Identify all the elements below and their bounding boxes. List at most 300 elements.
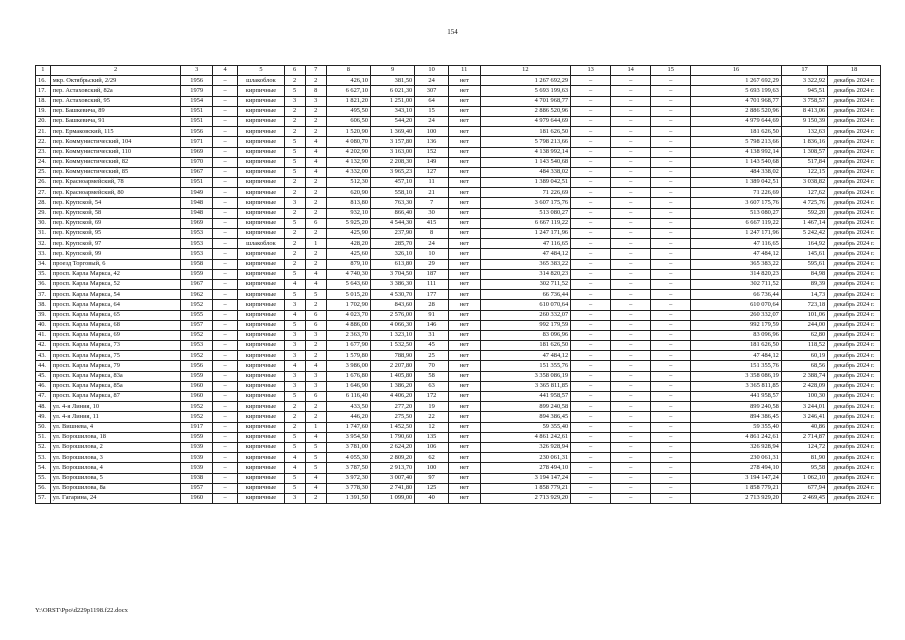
deadline-cell: декабрь 2024 г.: [828, 147, 881, 157]
cost-owners-cell: –: [651, 259, 691, 269]
cost-budget-cell: –: [611, 106, 651, 116]
table-row: [36, 351, 881, 361]
wall-material-cell: кирпичные: [238, 412, 284, 422]
cost-per-sqm-cell: 60,19: [781, 351, 827, 361]
total-cost-cell: 4 701 968,77: [480, 96, 571, 106]
cost-fund-cell: –: [571, 86, 611, 96]
row-number-cell: 52.: [36, 442, 51, 452]
entrances-cell: 6: [305, 320, 326, 330]
year-renovated-cell: –: [212, 259, 237, 269]
total-cost-cell: 181 626,50: [480, 341, 571, 351]
floors-cell: 2: [284, 178, 305, 188]
living-area-cell: 2 576,00: [370, 310, 414, 320]
row-number-cell: 21.: [36, 127, 51, 137]
cost-owners-cell: –: [651, 381, 691, 391]
year-built-cell: 1956: [181, 76, 213, 86]
address-cell: пер. Крупской, 69: [50, 218, 181, 228]
address-cell: ул. Ворошилова, 5: [50, 473, 181, 483]
floors-cell: 5: [284, 432, 305, 442]
year-renovated-cell: –: [212, 249, 237, 259]
floors-cell: 2: [284, 106, 305, 116]
cost-budget-cell: –: [611, 279, 651, 289]
total-area-cell: 879,10: [326, 259, 370, 269]
wall-material-cell: кирпичные: [238, 137, 284, 147]
table-row: [36, 157, 881, 167]
floors-cell: 2: [284, 188, 305, 198]
cost-fund-cell: –: [571, 259, 611, 269]
row-number-cell: 16.: [36, 76, 51, 86]
address-cell: ул. Ворошилова, 18: [50, 432, 181, 442]
year-renovated-cell: –: [212, 76, 237, 86]
cost-fund-total-cell: 181 626,50: [691, 341, 782, 351]
entrances-cell: 5: [305, 290, 326, 300]
total-area-cell: 426,10: [326, 76, 370, 86]
cost-owners-cell: –: [651, 453, 691, 463]
row-number-cell: 43.: [36, 351, 51, 361]
row-number-cell: 24.: [36, 157, 51, 167]
entrances-cell: 5: [305, 442, 326, 452]
column-number-cell: 16: [691, 66, 782, 76]
living-area-cell: 2 741,80: [370, 483, 414, 493]
cost-budget-cell: –: [611, 402, 651, 412]
residents-cell: 45: [415, 341, 449, 351]
wall-material-cell: кирпичные: [238, 341, 284, 351]
year-renovated-cell: –: [212, 473, 237, 483]
address-cell: мкр. Октябрьский, 2/29: [50, 76, 181, 86]
row-number-cell: 35.: [36, 269, 51, 279]
total-area-cell: 3 787,50: [326, 463, 370, 473]
living-area-cell: 4 530,70: [370, 290, 414, 300]
living-area-cell: 1 405,80: [370, 371, 414, 381]
year-built-cell: 1971: [181, 137, 213, 147]
cost-budget-cell: –: [611, 127, 651, 137]
total-cost-cell: 302 711,52: [480, 279, 571, 289]
table-row: [36, 483, 881, 493]
total-area-cell: 425,60: [326, 249, 370, 259]
year-built-cell: 1917: [181, 422, 213, 432]
year-built-cell: 1949: [181, 188, 213, 198]
entrances-cell: 2: [305, 300, 326, 310]
floors-cell: 4: [284, 279, 305, 289]
cost-fund-total-cell: 2 713 929,20: [691, 493, 782, 503]
residents-cell: 22: [415, 412, 449, 422]
floors-cell: 5: [284, 483, 305, 493]
column-number-cell: 5: [238, 66, 284, 76]
year-renovated-cell: –: [212, 361, 237, 371]
cost-per-sqm-cell: 517,84: [781, 157, 827, 167]
deadline-cell: декабрь 2024 г.: [828, 208, 881, 218]
year-built-cell: 1959: [181, 269, 213, 279]
living-area-cell: 3 386,30: [370, 279, 414, 289]
table-row: [36, 463, 881, 473]
deadline-cell: декабрь 2024 г.: [828, 412, 881, 422]
living-area-cell: 1 369,40: [370, 127, 414, 137]
year-renovated-cell: –: [212, 412, 237, 422]
total-area-cell: 1 520,90: [326, 127, 370, 137]
year-renovated-cell: –: [212, 422, 237, 432]
total-cost-cell: 3 194 147,24: [480, 473, 571, 483]
cost-fund-total-cell: 5 798 213,66: [691, 137, 782, 147]
entrances-cell: 2: [305, 412, 326, 422]
cost-fund-total-cell: 3 607 175,76: [691, 198, 782, 208]
year-renovated-cell: –: [212, 239, 237, 249]
table-row: [36, 249, 881, 259]
entrances-cell: 8: [305, 86, 326, 96]
entrances-cell: 2: [305, 493, 326, 503]
living-area-cell: 2 809,20: [370, 453, 414, 463]
total-area-cell: 1 821,20: [326, 96, 370, 106]
emergency-status-cell: нет: [448, 330, 480, 340]
cost-budget-cell: –: [611, 392, 651, 402]
cost-per-sqm-cell: 3 244,01: [781, 402, 827, 412]
row-number-cell: 46.: [36, 381, 51, 391]
address-cell: просп. Карла Маркса, 42: [50, 269, 181, 279]
address-cell: пер. Коммунистический, 110: [50, 147, 181, 157]
table-row: [36, 361, 881, 371]
cost-fund-total-cell: 513 080,27: [691, 208, 782, 218]
cost-fund-total-cell: 151 355,76: [691, 361, 782, 371]
page-number: 154: [447, 28, 458, 36]
table-row: [36, 127, 881, 137]
year-renovated-cell: –: [212, 381, 237, 391]
entrances-cell: 2: [305, 402, 326, 412]
cost-owners-cell: –: [651, 269, 691, 279]
cost-fund-cell: –: [571, 218, 611, 228]
total-cost-cell: 3 365 811,85: [480, 381, 571, 391]
total-cost-cell: 47 484,12: [480, 249, 571, 259]
cost-owners-cell: –: [651, 330, 691, 340]
floors-cell: 5: [284, 147, 305, 157]
floors-cell: 4: [284, 361, 305, 371]
year-renovated-cell: –: [212, 453, 237, 463]
emergency-status-cell: нет: [448, 157, 480, 167]
cost-owners-cell: –: [651, 137, 691, 147]
year-renovated-cell: –: [212, 86, 237, 96]
total-cost-cell: 59 355,40: [480, 422, 571, 432]
year-built-cell: 1969: [181, 147, 213, 157]
cost-budget-cell: –: [611, 320, 651, 330]
living-area-cell: 6 021,30: [370, 86, 414, 96]
cost-fund-total-cell: 59 355,40: [691, 422, 782, 432]
cost-budget-cell: –: [611, 188, 651, 198]
total-cost-cell: 1 389 042,51: [480, 178, 571, 188]
year-built-cell: 1956: [181, 127, 213, 137]
total-cost-cell: 278 494,10: [480, 463, 571, 473]
cost-budget-cell: –: [611, 473, 651, 483]
cost-fund-cell: –: [571, 239, 611, 249]
row-number-cell: 22.: [36, 137, 51, 147]
deadline-cell: декабрь 2024 г.: [828, 86, 881, 96]
row-number-cell: 32.: [36, 239, 51, 249]
total-cost-cell: 4 138 992,14: [480, 147, 571, 157]
total-area-cell: 428,20: [326, 239, 370, 249]
year-renovated-cell: –: [212, 483, 237, 493]
emergency-status-cell: нет: [448, 422, 480, 432]
year-built-cell: 1967: [181, 279, 213, 289]
cost-owners-cell: –: [651, 106, 691, 116]
cost-per-sqm-cell: 244,00: [781, 320, 827, 330]
cost-fund-cell: –: [571, 422, 611, 432]
emergency-status-cell: нет: [448, 473, 480, 483]
cost-budget-cell: –: [611, 381, 651, 391]
cost-per-sqm-cell: 132,63: [781, 127, 827, 137]
cost-fund-total-cell: 6 667 119,22: [691, 218, 782, 228]
cost-fund-cell: –: [571, 412, 611, 422]
cost-fund-total-cell: 4 701 968,77: [691, 96, 782, 106]
cost-fund-total-cell: 484 338,02: [691, 167, 782, 177]
cost-per-sqm-cell: 592,20: [781, 208, 827, 218]
cost-owners-cell: –: [651, 249, 691, 259]
cost-fund-cell: –: [571, 361, 611, 371]
deadline-cell: декабрь 2024 г.: [828, 239, 881, 249]
year-renovated-cell: –: [212, 116, 237, 126]
cost-fund-total-cell: 1 267 692,29: [691, 76, 782, 86]
total-area-cell: 3 986,00: [326, 361, 370, 371]
address-cell: пер. Крупской, 99: [50, 249, 181, 259]
residents-cell: 10: [415, 249, 449, 259]
file-path-footer: Y:\ORST\Ppo\d229p1198.f22.docx: [35, 607, 128, 614]
table-row: [36, 422, 881, 432]
floors-cell: 5: [284, 218, 305, 228]
row-number-cell: 29.: [36, 208, 51, 218]
floors-cell: 4: [284, 310, 305, 320]
floors-cell: 3: [284, 371, 305, 381]
living-area-cell: 1 532,50: [370, 341, 414, 351]
floors-cell: 3: [284, 341, 305, 351]
cost-fund-cell: –: [571, 249, 611, 259]
cost-per-sqm-cell: 4 725,76: [781, 198, 827, 208]
wall-material-cell: кирпичные: [238, 208, 284, 218]
living-area-cell: 1 452,50: [370, 422, 414, 432]
deadline-cell: декабрь 2024 г.: [828, 259, 881, 269]
column-number-cell: 4: [212, 66, 237, 76]
table-row: [36, 310, 881, 320]
total-cost-cell: 3 358 086,19: [480, 371, 571, 381]
cost-budget-cell: –: [611, 310, 651, 320]
deadline-cell: декабрь 2024 г.: [828, 371, 881, 381]
cost-owners-cell: –: [651, 116, 691, 126]
cost-owners-cell: –: [651, 463, 691, 473]
total-area-cell: 5 925,20: [326, 218, 370, 228]
emergency-status-cell: нет: [448, 412, 480, 422]
year-built-cell: 1959: [181, 432, 213, 442]
cost-per-sqm-cell: 40,86: [781, 422, 827, 432]
floors-cell: 3: [284, 96, 305, 106]
row-number-cell: 37.: [36, 290, 51, 300]
year-renovated-cell: –: [212, 157, 237, 167]
emergency-status-cell: нет: [448, 279, 480, 289]
residents-cell: 64: [415, 96, 449, 106]
living-area-cell: 866,40: [370, 208, 414, 218]
living-area-cell: 285,70: [370, 239, 414, 249]
cost-owners-cell: –: [651, 392, 691, 402]
cost-fund-total-cell: 894 386,45: [691, 412, 782, 422]
year-built-cell: 1979: [181, 86, 213, 96]
floors-cell: 5: [284, 290, 305, 300]
year-built-cell: 1952: [181, 330, 213, 340]
wall-material-cell: кирпичные: [238, 392, 284, 402]
total-cost-cell: 5 798 213,66: [480, 137, 571, 147]
cost-owners-cell: –: [651, 351, 691, 361]
cost-fund-cell: –: [571, 127, 611, 137]
address-cell: ул. Гагарина, 24: [50, 493, 181, 503]
year-built-cell: 1960: [181, 493, 213, 503]
cost-fund-total-cell: 302 711,52: [691, 279, 782, 289]
year-built-cell: 1955: [181, 310, 213, 320]
residents-cell: 149: [415, 157, 449, 167]
emergency-status-cell: нет: [448, 116, 480, 126]
emergency-status-cell: нет: [448, 432, 480, 442]
year-built-cell: 1962: [181, 290, 213, 300]
address-cell: пер. Красноармейский, 78: [50, 178, 181, 188]
address-cell: ул. Ворошилова, 4: [50, 463, 181, 473]
deadline-cell: декабрь 2024 г.: [828, 402, 881, 412]
cost-budget-cell: –: [611, 137, 651, 147]
living-area-cell: 2 913,70: [370, 463, 414, 473]
year-renovated-cell: –: [212, 341, 237, 351]
residents-cell: 12: [415, 422, 449, 432]
cost-budget-cell: –: [611, 76, 651, 86]
total-area-cell: 932,10: [326, 208, 370, 218]
cost-fund-total-cell: 899 240,58: [691, 402, 782, 412]
cost-owners-cell: –: [651, 341, 691, 351]
year-built-cell: 1969: [181, 218, 213, 228]
total-area-cell: 1 702,90: [326, 300, 370, 310]
year-renovated-cell: –: [212, 218, 237, 228]
deadline-cell: декабрь 2024 г.: [828, 453, 881, 463]
residents-cell: 106: [415, 442, 449, 452]
table-row: [36, 137, 881, 147]
entrances-cell: 2: [305, 229, 326, 239]
year-renovated-cell: –: [212, 229, 237, 239]
year-renovated-cell: –: [212, 300, 237, 310]
cost-owners-cell: –: [651, 442, 691, 452]
column-number-cell: 3: [181, 66, 213, 76]
year-renovated-cell: –: [212, 269, 237, 279]
cost-fund-total-cell: 992 179,59: [691, 320, 782, 330]
cost-fund-cell: –: [571, 432, 611, 442]
year-renovated-cell: –: [212, 178, 237, 188]
cost-owners-cell: –: [651, 412, 691, 422]
table-row: [36, 106, 881, 116]
cost-budget-cell: –: [611, 198, 651, 208]
total-cost-cell: 513 080,27: [480, 208, 571, 218]
row-number-cell: 45.: [36, 371, 51, 381]
deadline-cell: декабрь 2024 г.: [828, 269, 881, 279]
total-cost-cell: 992 179,59: [480, 320, 571, 330]
living-area-cell: 3 007,40: [370, 473, 414, 483]
year-built-cell: 1957: [181, 483, 213, 493]
total-area-cell: 606,50: [326, 116, 370, 126]
table-row: [36, 330, 881, 340]
address-cell: просп. Карла Маркса, 75: [50, 351, 181, 361]
deadline-cell: декабрь 2024 г.: [828, 127, 881, 137]
residents-cell: 97: [415, 473, 449, 483]
cost-per-sqm-cell: 723,18: [781, 300, 827, 310]
cost-fund-total-cell: 83 096,96: [691, 330, 782, 340]
cost-fund-cell: –: [571, 229, 611, 239]
year-built-cell: 1952: [181, 402, 213, 412]
cost-fund-cell: –: [571, 198, 611, 208]
entrances-cell: 6: [305, 218, 326, 228]
year-renovated-cell: –: [212, 351, 237, 361]
cost-fund-total-cell: 4 979 644,69: [691, 116, 782, 126]
row-number-cell: 20.: [36, 116, 51, 126]
wall-material-cell: кирпичные: [238, 453, 284, 463]
total-area-cell: 3 781,00: [326, 442, 370, 452]
cost-owners-cell: –: [651, 300, 691, 310]
year-renovated-cell: –: [212, 371, 237, 381]
address-cell: пер. Астаховский, 82а: [50, 86, 181, 96]
residents-cell: 70: [415, 361, 449, 371]
total-cost-cell: 3 607 175,76: [480, 198, 571, 208]
table-row: [36, 290, 881, 300]
entrances-cell: 4: [305, 167, 326, 177]
cost-budget-cell: –: [611, 371, 651, 381]
row-number-cell: 50.: [36, 422, 51, 432]
cost-owners-cell: –: [651, 290, 691, 300]
cost-budget-cell: –: [611, 157, 651, 167]
floors-cell: 2: [284, 422, 305, 432]
living-area-cell: 3 704,50: [370, 269, 414, 279]
entrances-cell: 5: [305, 453, 326, 463]
table-row: [36, 453, 881, 463]
cost-per-sqm-cell: 62,80: [781, 330, 827, 340]
cost-fund-total-cell: 3 194 147,24: [691, 473, 782, 483]
column-number-cell: 6: [284, 66, 305, 76]
residents-cell: 127: [415, 167, 449, 177]
cost-per-sqm-cell: 101,06: [781, 310, 827, 320]
wall-material-cell: кирпичные: [238, 86, 284, 96]
wall-material-cell: кирпичные: [238, 432, 284, 442]
cost-per-sqm-cell: 595,61: [781, 259, 827, 269]
cost-per-sqm-cell: 2 714,87: [781, 432, 827, 442]
emergency-status-cell: нет: [448, 127, 480, 137]
total-cost-cell: 1 143 540,68: [480, 157, 571, 167]
cost-owners-cell: –: [651, 208, 691, 218]
row-number-cell: 36.: [36, 279, 51, 289]
wall-material-cell: кирпичные: [238, 106, 284, 116]
cost-owners-cell: –: [651, 229, 691, 239]
emergency-status-cell: нет: [448, 188, 480, 198]
cost-owners-cell: –: [651, 279, 691, 289]
year-built-cell: 1952: [181, 412, 213, 422]
total-area-cell: 4 332,00: [326, 167, 370, 177]
entrances-cell: 4: [305, 473, 326, 483]
row-number-cell: 27.: [36, 188, 51, 198]
cost-per-sqm-cell: 3 038,82: [781, 178, 827, 188]
cost-per-sqm-cell: 84,98: [781, 269, 827, 279]
cost-fund-total-cell: 441 958,57: [691, 392, 782, 402]
cost-fund-total-cell: 260 332,07: [691, 310, 782, 320]
residents-cell: 40: [415, 493, 449, 503]
cost-fund-total-cell: 47 484,12: [691, 351, 782, 361]
address-cell: просп. Карла Маркса, 87: [50, 392, 181, 402]
cost-budget-cell: –: [611, 239, 651, 249]
living-area-cell: 277,20: [370, 402, 414, 412]
wall-material-cell: кирпичные: [238, 473, 284, 483]
cost-budget-cell: –: [611, 290, 651, 300]
residents-cell: 28: [415, 300, 449, 310]
column-number-cell: 18: [828, 66, 881, 76]
row-number-cell: 48.: [36, 402, 51, 412]
floors-cell: 5: [284, 320, 305, 330]
year-built-cell: 1952: [181, 300, 213, 310]
column-number-cell: 7: [305, 66, 326, 76]
entrances-cell: 4: [305, 483, 326, 493]
cost-owners-cell: –: [651, 361, 691, 371]
floors-cell: 2: [284, 402, 305, 412]
